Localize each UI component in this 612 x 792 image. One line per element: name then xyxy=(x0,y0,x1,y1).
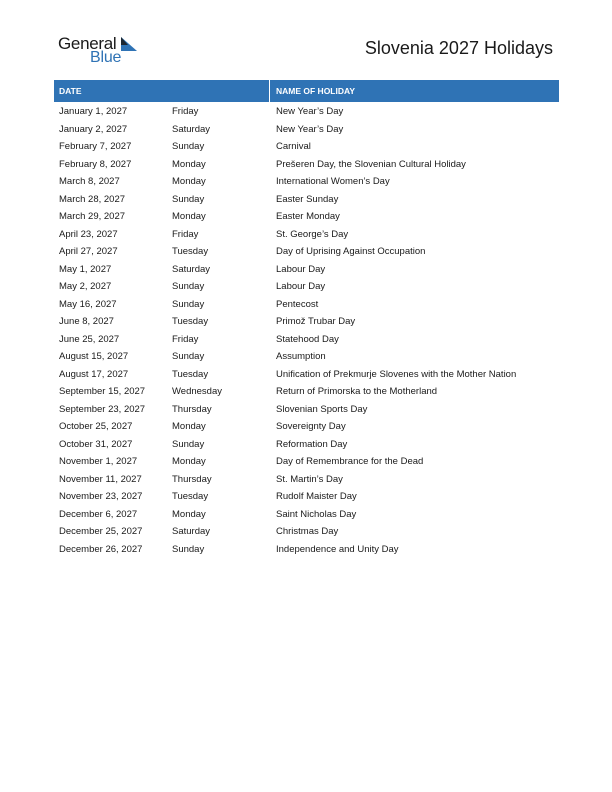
weekday-cell: Tuesday xyxy=(172,491,209,502)
date-cell: October 31, 2027 xyxy=(59,438,133,450)
weekday-cell: Tuesday xyxy=(172,246,209,257)
date-cell: December 26, 2027 xyxy=(59,543,143,555)
holiday-name-cell: Pentecost xyxy=(276,298,319,310)
table-row xyxy=(54,277,559,295)
table-row xyxy=(54,295,559,313)
weekday-cell: Saturday xyxy=(172,123,211,135)
table-row xyxy=(54,312,559,330)
date-cell: February 8, 2027 xyxy=(59,158,132,170)
weekday-cell: Monday xyxy=(172,158,206,170)
table-row xyxy=(54,260,559,278)
weekday-cell: Monday xyxy=(172,508,206,520)
holiday-name-cell: Independence and Unity Day xyxy=(276,543,399,555)
date-cell: September 23, 2027 xyxy=(59,403,146,415)
table-row xyxy=(54,172,559,190)
date-cell: January 1, 2027 xyxy=(59,106,128,117)
weekday-cell: Tuesday xyxy=(172,316,209,327)
date-cell: November 23, 2027 xyxy=(59,491,143,502)
holiday-name-cell: Sovereignty Day xyxy=(276,421,346,432)
table-header xyxy=(54,80,559,102)
weekday-cell: Friday xyxy=(172,228,199,240)
table-row xyxy=(54,540,559,558)
date-cell: May 1, 2027 xyxy=(59,263,112,275)
holiday-name-cell: Christmas Day xyxy=(276,526,339,537)
weekday-cell: Monday xyxy=(172,456,206,467)
date-cell: October 25, 2027 xyxy=(59,421,133,432)
date-cell: May 2, 2027 xyxy=(59,281,112,292)
date-cell: November 11, 2027 xyxy=(59,473,142,485)
date-cell: November 1, 2027 xyxy=(59,456,138,467)
date-cell: December 6, 2027 xyxy=(59,508,138,520)
holiday-name-cell: International Women’s Day xyxy=(276,176,390,187)
table-row xyxy=(54,470,559,488)
table-row xyxy=(54,120,559,138)
date-cell: June 8, 2027 xyxy=(59,316,114,327)
weekday-cell: Sunday xyxy=(172,543,205,555)
header-name: NAME OF HOLIDAY xyxy=(276,86,356,96)
holiday-table xyxy=(54,80,559,557)
table-row xyxy=(54,347,559,365)
table-row xyxy=(54,190,559,208)
table-row xyxy=(54,400,559,418)
date-cell: April 27, 2027 xyxy=(59,246,118,257)
holiday-name-cell: Labour Day xyxy=(276,281,326,292)
holiday-name-cell: Assumption xyxy=(276,351,326,362)
holiday-name-cell: New Year’s Day xyxy=(276,123,344,135)
weekday-cell: Tuesday xyxy=(172,368,209,380)
table-row xyxy=(54,522,559,540)
date-cell: February 7, 2027 xyxy=(59,141,132,152)
weekday-cell: Wednesday xyxy=(172,386,222,397)
weekday-cell: Saturday xyxy=(172,263,211,275)
weekday-cell: Sunday xyxy=(172,351,205,362)
table-row xyxy=(54,137,559,155)
holiday-name-cell: Slovenian Sports Day xyxy=(276,403,368,415)
weekday-cell: Thursday xyxy=(172,473,212,485)
weekday-cell: Monday xyxy=(172,421,206,432)
logo-text-general: General xyxy=(58,34,117,53)
logo xyxy=(58,34,148,68)
table-row xyxy=(54,417,559,435)
date-cell: March 28, 2027 xyxy=(59,193,126,205)
holiday-name-cell: Labour Day xyxy=(276,263,326,275)
holiday-name-cell: Easter Monday xyxy=(276,211,340,222)
holiday-name-cell: Return of Primorska to the Motherland xyxy=(276,386,438,397)
holiday-name-cell: Primož Trubar Day xyxy=(276,316,356,327)
table-row xyxy=(54,242,559,260)
date-cell: January 2, 2027 xyxy=(59,123,128,135)
date-cell: April 23, 2027 xyxy=(59,228,118,240)
weekday-cell: Saturday xyxy=(172,526,211,537)
holiday-name-cell: Rudolf Maister Day xyxy=(276,491,357,502)
table-row xyxy=(54,435,559,453)
holiday-name-cell: Easter Sunday xyxy=(276,193,339,205)
holiday-name-cell: Unification of Prekmurje Slovenes with the Mother Nation xyxy=(276,368,517,380)
weekday-cell: Friday xyxy=(172,333,199,345)
date-cell: March 8, 2027 xyxy=(59,176,120,187)
holiday-name-cell: St. Martin’s Day xyxy=(276,473,343,485)
holiday-name-cell: Statehood Day xyxy=(276,333,339,345)
weekday-cell: Sunday xyxy=(172,281,205,292)
date-cell: May 16, 2027 xyxy=(59,298,117,310)
weekday-cell: Monday xyxy=(172,211,206,222)
holiday-name-cell: Carnival xyxy=(276,141,311,152)
date-cell: June 25, 2027 xyxy=(59,333,120,345)
table-row xyxy=(54,382,559,400)
table-row xyxy=(54,102,559,120)
table-body xyxy=(54,102,559,557)
header-divider xyxy=(269,80,270,102)
date-cell: September 15, 2027 xyxy=(59,386,146,397)
weekday-cell: Sunday xyxy=(172,298,205,310)
date-cell: December 25, 2027 xyxy=(59,526,143,537)
logo-text-blue: Blue xyxy=(90,49,122,66)
table-row xyxy=(54,207,559,225)
holiday-name-cell: Prešeren Day, the Slovenian Cultural Holiday xyxy=(276,158,466,170)
table-row xyxy=(54,365,559,383)
date-cell: March 29, 2027 xyxy=(59,211,126,222)
weekday-cell: Friday xyxy=(172,106,199,117)
table-row xyxy=(54,330,559,348)
header-date: DATE xyxy=(59,86,82,96)
holiday-name-cell: Saint Nicholas Day xyxy=(276,508,357,520)
table-row xyxy=(54,487,559,505)
holiday-name-cell: New Year’s Day xyxy=(276,106,344,117)
holiday-name-cell: Day of Uprising Against Occupation xyxy=(276,246,426,257)
logo-triangle-icon xyxy=(121,37,137,51)
weekday-cell: Monday xyxy=(172,176,206,187)
holiday-name-cell: Day of Remembrance for the Dead xyxy=(276,456,424,467)
holiday-name-cell: St. George’s Day xyxy=(276,228,349,240)
date-cell: August 17, 2027 xyxy=(59,368,129,380)
weekday-cell: Sunday xyxy=(172,193,205,205)
weekday-cell: Sunday xyxy=(172,141,205,152)
table-row xyxy=(54,505,559,523)
weekday-cell: Thursday xyxy=(172,403,212,415)
holiday-name-cell: Reformation Day xyxy=(276,438,348,450)
weekday-cell: Sunday xyxy=(172,438,205,450)
table-row xyxy=(54,225,559,243)
page-title: Slovenia 2027 Holidays xyxy=(364,38,553,58)
table-row xyxy=(54,155,559,173)
table-row xyxy=(54,452,559,470)
date-cell: August 15, 2027 xyxy=(59,351,129,362)
